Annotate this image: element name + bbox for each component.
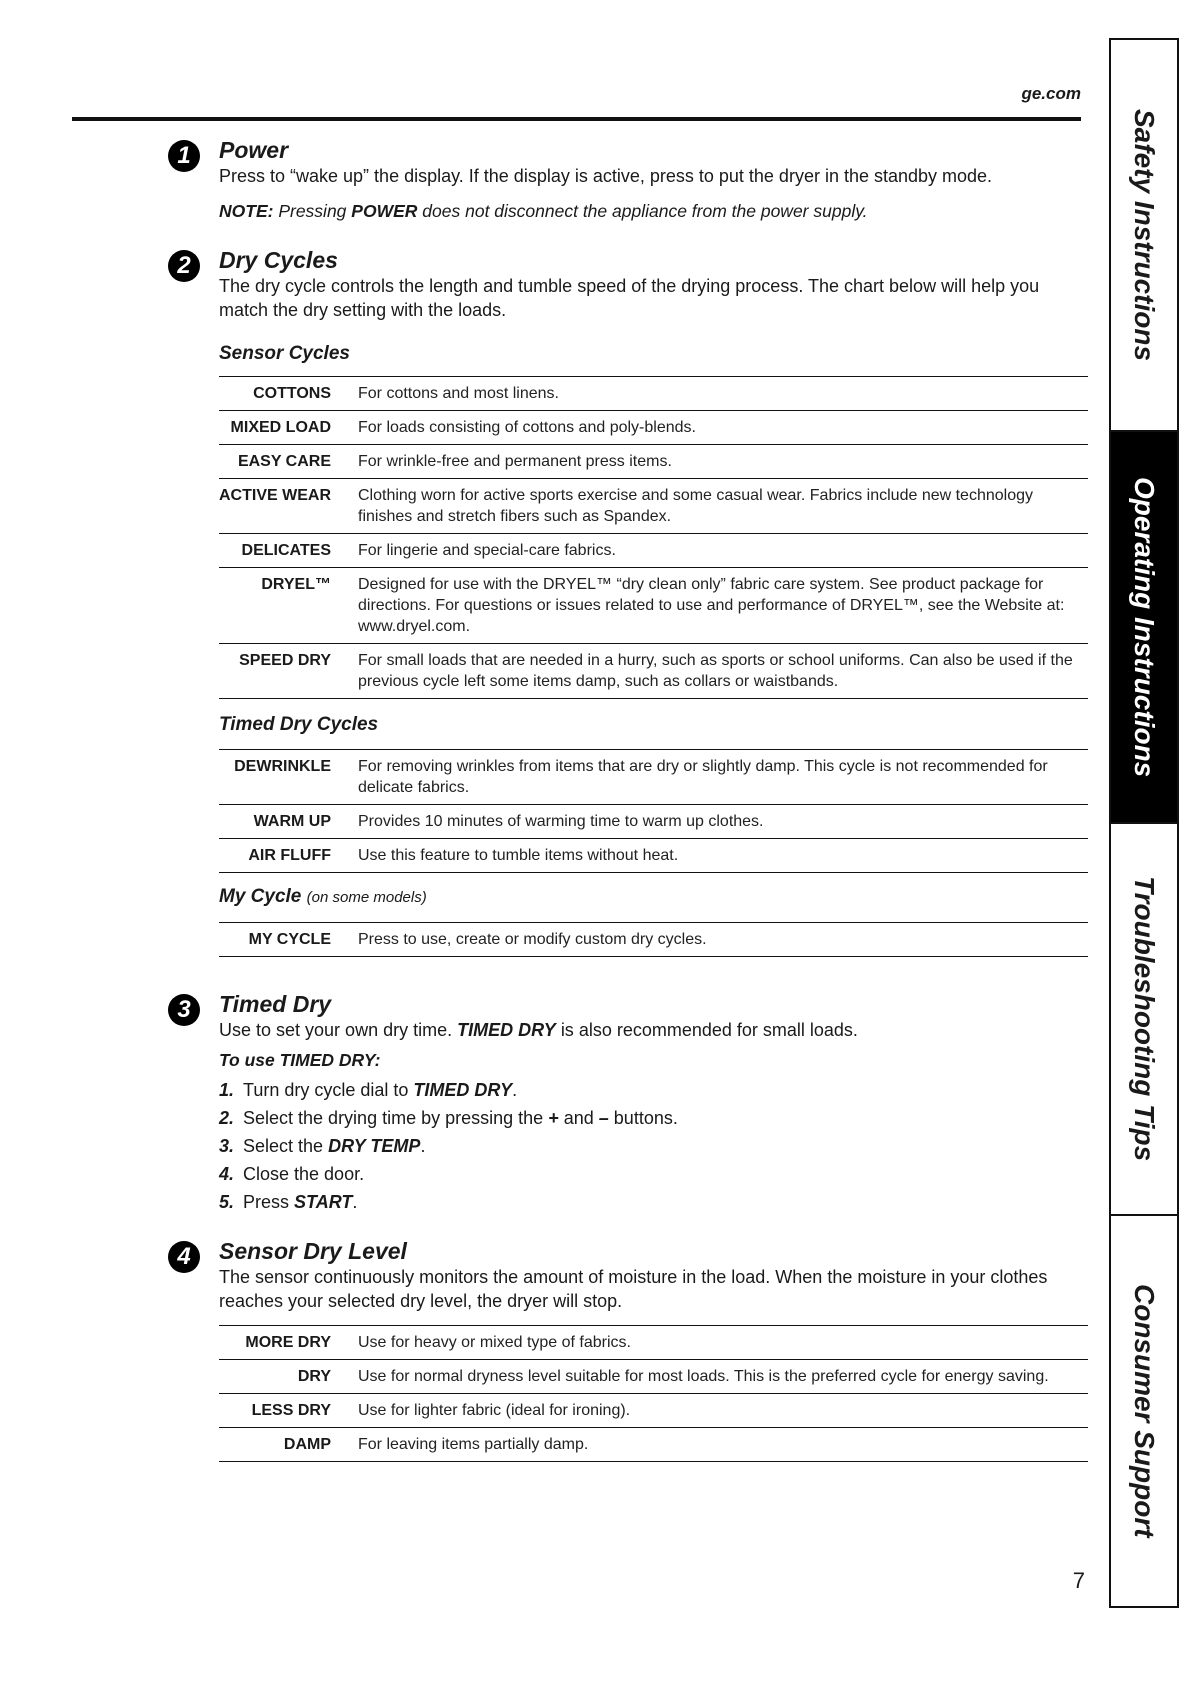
cycle-description: Press to use, create or modify custom dry cycles.	[358, 923, 1088, 957]
dry-level-row	[219, 1326, 1088, 1360]
cycle-label: LESS DRY	[219, 1394, 358, 1428]
section-title: Power	[219, 137, 289, 163]
side-tabs	[1109, 38, 1179, 1608]
dry-level-row	[219, 1394, 1088, 1428]
section-number-badge: 1	[168, 140, 200, 172]
timed-cycle-row	[219, 805, 1088, 839]
section-title: Sensor Dry Level	[219, 1238, 407, 1264]
section-timed-dry	[168, 990, 1088, 1216]
my-cycle-table	[219, 922, 1088, 957]
cycle-label: MIXED LOAD	[219, 411, 358, 445]
site-url[interactable]: ge.com	[1021, 84, 1081, 103]
cycle-label: ACTIVE WEAR	[219, 479, 358, 534]
sensor-cycle-row	[219, 377, 1088, 411]
cycle-label: DEWRINKLE	[219, 750, 358, 805]
cycle-label: SPEED DRY	[219, 644, 358, 699]
cycle-label: MY CYCLE	[219, 923, 358, 957]
timed-cycle-row	[219, 839, 1088, 873]
cycle-label: COTTONS	[219, 377, 358, 411]
sensor-cycles-title: Sensor Cycles	[219, 343, 350, 364]
cycle-label: DELICATES	[219, 534, 358, 568]
step-item: 3. Select the DRY TEMP.	[219, 1136, 426, 1156]
cycle-description: Provides 10 minutes of warming time to warm up clothes.	[358, 805, 1088, 839]
cycle-description: For loads consisting of cottons and poly-blends.	[358, 411, 1088, 445]
section-title: Dry Cycles	[219, 247, 338, 273]
sensor-cycles-table	[219, 376, 1088, 699]
cycle-description: Use for lighter fabric (ideal for ironing).	[358, 1394, 1088, 1428]
sensor-cycle-row	[219, 568, 1088, 644]
cycle-description: For wrinkle-free and permanent press items.	[358, 445, 1088, 479]
cycle-label: EASY CARE	[219, 445, 358, 479]
tab-safety-instructions[interactable]: Safety Instructions	[1111, 40, 1177, 432]
tab-operating-instructions[interactable]: Operating Instructions	[1111, 432, 1177, 824]
cycle-description: Clothing worn for active sports exercise and some casual wear. Fabrics include new technology finishes and stretch fibers such as Spandex.	[358, 479, 1088, 534]
timed-dry-steps	[219, 1076, 1088, 1216]
dry-level-table	[219, 1325, 1088, 1462]
step-item: 2. Select the drying time by pressing the + and – buttons.	[219, 1108, 678, 1128]
section-text: Use to set your own dry time. TIMED DRY is also recommended for small loads.	[219, 1020, 858, 1040]
cycle-description: Use for normal dryness level suitable for most loads. This is the preferred cycle for energy saving.	[358, 1360, 1088, 1394]
section-number-badge: 4	[168, 1241, 200, 1273]
cycle-label: WARM UP	[219, 805, 358, 839]
page-number: 7	[1072, 1568, 1085, 1593]
top-rule	[72, 117, 1081, 121]
sensor-cycle-row	[219, 534, 1088, 568]
tab-troubleshooting-tips[interactable]: Troubleshooting Tips	[1111, 824, 1177, 1216]
cycle-description: For lingerie and special-care fabrics.	[358, 534, 1088, 568]
cycle-description: For cottons and most linens.	[358, 377, 1088, 411]
cycle-label: DAMP	[219, 1428, 358, 1462]
section-number-badge: 2	[168, 250, 200, 282]
my-cycle-title: My Cycle (on some models)	[219, 886, 427, 907]
cycle-description: Designed for use with the DRYEL™ “dry clean only” fabric care system. See product package for directions. For questions or issues related to use and performance of DRYEL™, see the Website at: www.dryel.com.	[358, 568, 1088, 644]
section-text: The dry cycle controls the length and tumble speed of the drying process. The chart below will help you match the dry setting with the loads.	[219, 276, 1040, 320]
step-item: 5. Press START.	[219, 1192, 358, 1212]
timed-cycle-row	[219, 750, 1088, 805]
section-sensor-dry-level	[168, 1237, 1088, 1462]
cycle-description: For small loads that are needed in a hurry, such as sports or school uniforms. Can also be used if the previous cycle left some items damp, such as collars or waistbands.	[358, 644, 1088, 699]
dry-level-row	[219, 1428, 1088, 1462]
section-number-badge: 3	[168, 994, 200, 1026]
section-power	[168, 136, 1088, 222]
cycle-description: For removing wrinkles from items that are dry or slightly damp. This cycle is not recommended for delicate fabrics.	[358, 750, 1088, 805]
dry-level-row	[219, 1360, 1088, 1394]
step-item: 1. Turn dry cycle dial to TIMED DRY.	[219, 1080, 518, 1100]
cycle-description: Use this feature to tumble items without heat.	[358, 839, 1088, 873]
section-title: Timed Dry	[219, 991, 332, 1017]
power-note: NOTE: Pressing POWER does not disconnect the appliance from the power supply.	[219, 201, 868, 221]
cycle-label: DRY	[219, 1360, 358, 1394]
tab-consumer-support[interactable]: Consumer Support	[1129, 1284, 1160, 1538]
howto-title: To use TIMED DRY:	[219, 1050, 381, 1070]
sensor-cycle-row	[219, 411, 1088, 445]
my-cycle-row	[219, 923, 1088, 957]
sensor-cycle-row	[219, 479, 1088, 534]
sensor-cycle-row	[219, 644, 1088, 699]
timed-cycles-table	[219, 749, 1088, 873]
cycle-description: For leaving items partially damp.	[358, 1428, 1088, 1462]
timed-cycles-title: Timed Dry Cycles	[219, 714, 379, 735]
cycle-label: DRYEL™	[219, 568, 358, 644]
cycle-label: MORE DRY	[219, 1326, 358, 1360]
sensor-cycle-row	[219, 445, 1088, 479]
section-text: Press to “wake up” the display. If the display is active, press to put the dryer in the standby mode.	[219, 166, 993, 186]
section-text: The sensor continuously monitors the amount of moisture in the load. When the moisture in your clothes reaches your selected dry level, the dryer will stop.	[219, 1267, 1048, 1311]
cycle-label: AIR FLUFF	[219, 839, 358, 873]
cycle-description: Use for heavy or mixed type of fabrics.	[358, 1326, 1088, 1360]
step-item: 4. Close the door.	[219, 1164, 365, 1184]
section-dry-cycles	[168, 246, 1088, 957]
